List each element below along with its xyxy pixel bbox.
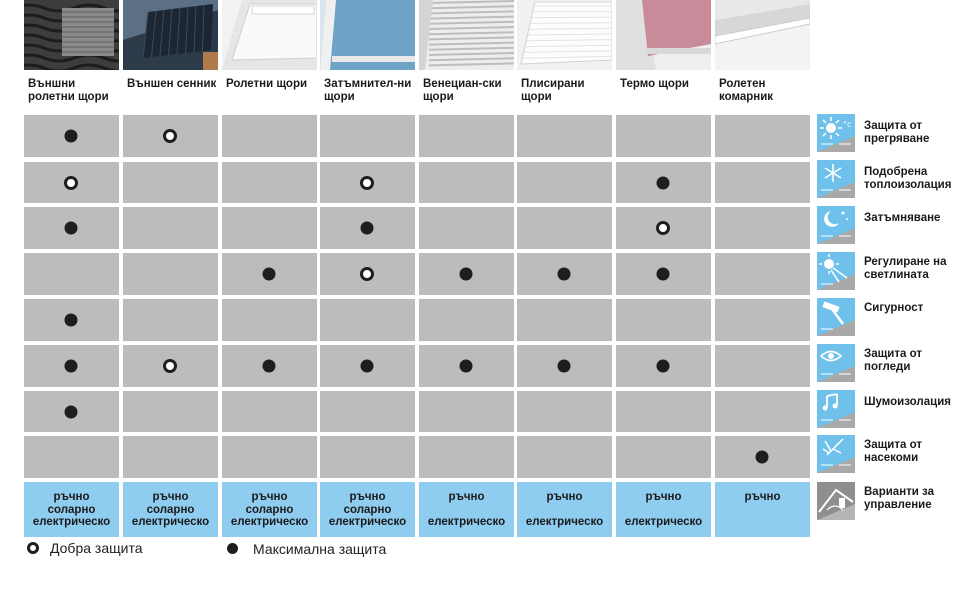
matrix-cell [222, 436, 317, 478]
matrix-cell [222, 253, 317, 295]
matrix-cell [616, 115, 711, 157]
snowflake-icon [817, 160, 855, 198]
control-options-cell [715, 482, 810, 537]
max-protection-marker [263, 268, 276, 281]
svg-text:°c: °c [843, 120, 852, 129]
control-option-label: ръчно [251, 491, 288, 503]
matrix-cell [24, 162, 119, 203]
max-protection-marker [460, 268, 473, 281]
matrix-cell [222, 115, 317, 157]
control-option-label: соларно [245, 503, 294, 516]
matrix-cell [24, 207, 119, 249]
matrix-cell [517, 345, 612, 387]
matrix-cell [320, 162, 415, 203]
matrix-cell [419, 115, 514, 157]
control-option-label: електрическо [131, 516, 210, 528]
max-protection-marker [657, 176, 670, 189]
matrix-cell [616, 253, 711, 295]
product-header: Плисирани щори [521, 78, 585, 103]
feature-label: Защита от прегряване [864, 120, 930, 145]
feature-label: Защита от погледи [864, 348, 922, 373]
product-header: Външни ролетни щори [28, 78, 109, 103]
control-options-cell [222, 482, 317, 537]
matrix-cell [517, 115, 612, 157]
max-protection-marker [65, 222, 78, 235]
sun-rays-icon [817, 252, 855, 290]
matrix-cell [517, 207, 612, 249]
matrix-cell [419, 391, 514, 432]
max-protection-marker [361, 222, 374, 235]
roof-shutter-photo [24, 0, 119, 70]
control-option-label: ръчно [53, 491, 90, 503]
roller-blind-photo [222, 0, 317, 70]
good-protection-marker [360, 176, 374, 190]
matrix-cell [616, 345, 711, 387]
control-options-cell [320, 482, 415, 537]
max-protection-marker [460, 360, 473, 373]
product-header: Затъмнител-ни щори [324, 78, 412, 103]
feature-label: Регулиране на светлината [864, 256, 947, 281]
matrix-cell [616, 299, 711, 341]
max-protection-marker [657, 268, 670, 281]
matrix-cell [419, 162, 514, 203]
product-header: Външен сенник [127, 78, 217, 90]
matrix-cell [222, 391, 317, 432]
moon-stars-icon [817, 206, 855, 244]
control-option-label: електрическо [230, 516, 309, 528]
matrix-cell [715, 162, 810, 203]
control-option-label: соларно [47, 503, 96, 516]
matrix-cell [715, 436, 810, 478]
thermo-blind-photo [616, 0, 711, 70]
matrix-cell [517, 391, 612, 432]
sun-thermometer-icon [817, 114, 855, 152]
product-header: Ролетен комарник [719, 78, 774, 103]
product-header: Ролетни щори [226, 78, 308, 90]
max-protection-marker [657, 360, 670, 373]
matrix-cell [24, 391, 119, 432]
max-protection-marker [756, 451, 769, 464]
matrix-cell [24, 253, 119, 295]
good-protection-marker [656, 221, 670, 235]
matrix-cell [320, 207, 415, 249]
max-protection-marker [65, 360, 78, 373]
control-options-cell [616, 482, 711, 537]
matrix-cell [123, 299, 218, 341]
good-protection-marker [64, 176, 78, 190]
matrix-cell [123, 115, 218, 157]
pleated-blind-photo [517, 0, 612, 70]
matrix-cell [715, 253, 810, 295]
matrix-cell [320, 253, 415, 295]
max-protection-legend-label: Максимална защита [253, 541, 387, 557]
control-options-cell [419, 482, 514, 537]
feature-label: Затъмняване [864, 212, 941, 224]
matrix-cell [616, 436, 711, 478]
control-option-label: соларно [146, 503, 195, 516]
feature-label: Варианти за управление [864, 486, 934, 511]
matrix-cell [715, 345, 810, 387]
feature-label: Подобрена топлоизолация [864, 166, 952, 191]
awning-photo [123, 0, 218, 70]
control-option-label: електрическо [624, 516, 703, 528]
matrix-cell [320, 115, 415, 157]
matrix-cell [320, 391, 415, 432]
control-option-label: ръчно [448, 491, 485, 503]
max-protection-marker [558, 268, 571, 281]
matrix-cell [123, 436, 218, 478]
matrix-cell [320, 436, 415, 478]
good-protection-legend-icon [27, 542, 39, 554]
max-protection-marker [263, 360, 276, 373]
good-protection-legend-label: Добра защита [50, 540, 143, 556]
matrix-cell [222, 299, 317, 341]
feature-label: Шумоизолация [864, 396, 951, 408]
max-protection-legend-icon [227, 543, 238, 554]
control-options-cell [24, 482, 119, 537]
control-option-label: електрическо [427, 516, 506, 528]
matrix-cell [24, 115, 119, 157]
control-option-label: ръчно [546, 491, 583, 503]
matrix-cell [123, 207, 218, 249]
max-protection-marker [65, 314, 78, 327]
control-option-label: ръчно [645, 491, 682, 503]
matrix-cell [419, 299, 514, 341]
matrix-cell [517, 253, 612, 295]
control-option-label: електрическо [328, 516, 407, 528]
feature-label: Защита от насекоми [864, 439, 922, 464]
hammer-icon [817, 298, 855, 336]
control-option-label: електрическо [32, 516, 111, 528]
good-protection-marker [163, 359, 177, 373]
control-option-label: електрическо [525, 516, 604, 528]
matrix-cell [123, 162, 218, 203]
remote-control-icon [817, 482, 855, 520]
max-protection-marker [558, 360, 571, 373]
matrix-cell [715, 207, 810, 249]
matrix-cell [24, 345, 119, 387]
matrix-cell [517, 299, 612, 341]
matrix-cell [123, 391, 218, 432]
matrix-cell [715, 299, 810, 341]
product-header: Термо щори [620, 78, 689, 90]
matrix-cell [616, 162, 711, 203]
control-option-label: ръчно [152, 491, 189, 503]
product-header: Венециан-ски щори [423, 78, 502, 103]
matrix-cell [616, 391, 711, 432]
insect-screen-photo [715, 0, 810, 70]
matrix-cell [419, 345, 514, 387]
matrix-cell [24, 436, 119, 478]
matrix-cell [517, 436, 612, 478]
matrix-cell [715, 391, 810, 432]
control-options-cell [123, 482, 218, 537]
matrix-cell [419, 253, 514, 295]
matrix-cell [517, 162, 612, 203]
matrix-cell [715, 115, 810, 157]
control-option-label: ръчно [744, 491, 781, 503]
mosquito-icon [817, 435, 855, 473]
matrix-cell [24, 299, 119, 341]
matrix-cell [320, 299, 415, 341]
eye-icon [817, 344, 855, 382]
good-protection-marker [360, 267, 374, 281]
matrix-cell [419, 436, 514, 478]
max-protection-marker [65, 405, 78, 418]
matrix-cell [616, 207, 711, 249]
blackout-blind-photo [320, 0, 415, 70]
control-option-label: соларно [343, 503, 392, 516]
venetian-blind-photo [419, 0, 514, 70]
max-protection-marker [361, 360, 374, 373]
matrix-cell [320, 345, 415, 387]
matrix-cell [222, 162, 317, 203]
matrix-cell [419, 207, 514, 249]
matrix-cell [222, 207, 317, 249]
feature-label: Сигурност [864, 302, 924, 314]
max-protection-marker [65, 130, 78, 143]
music-note-icon [817, 390, 855, 428]
matrix-cell [123, 345, 218, 387]
matrix-cell [222, 345, 317, 387]
control-option-label: ръчно [349, 491, 386, 503]
good-protection-marker [163, 129, 177, 143]
matrix-cell [123, 253, 218, 295]
control-options-cell [517, 482, 612, 537]
